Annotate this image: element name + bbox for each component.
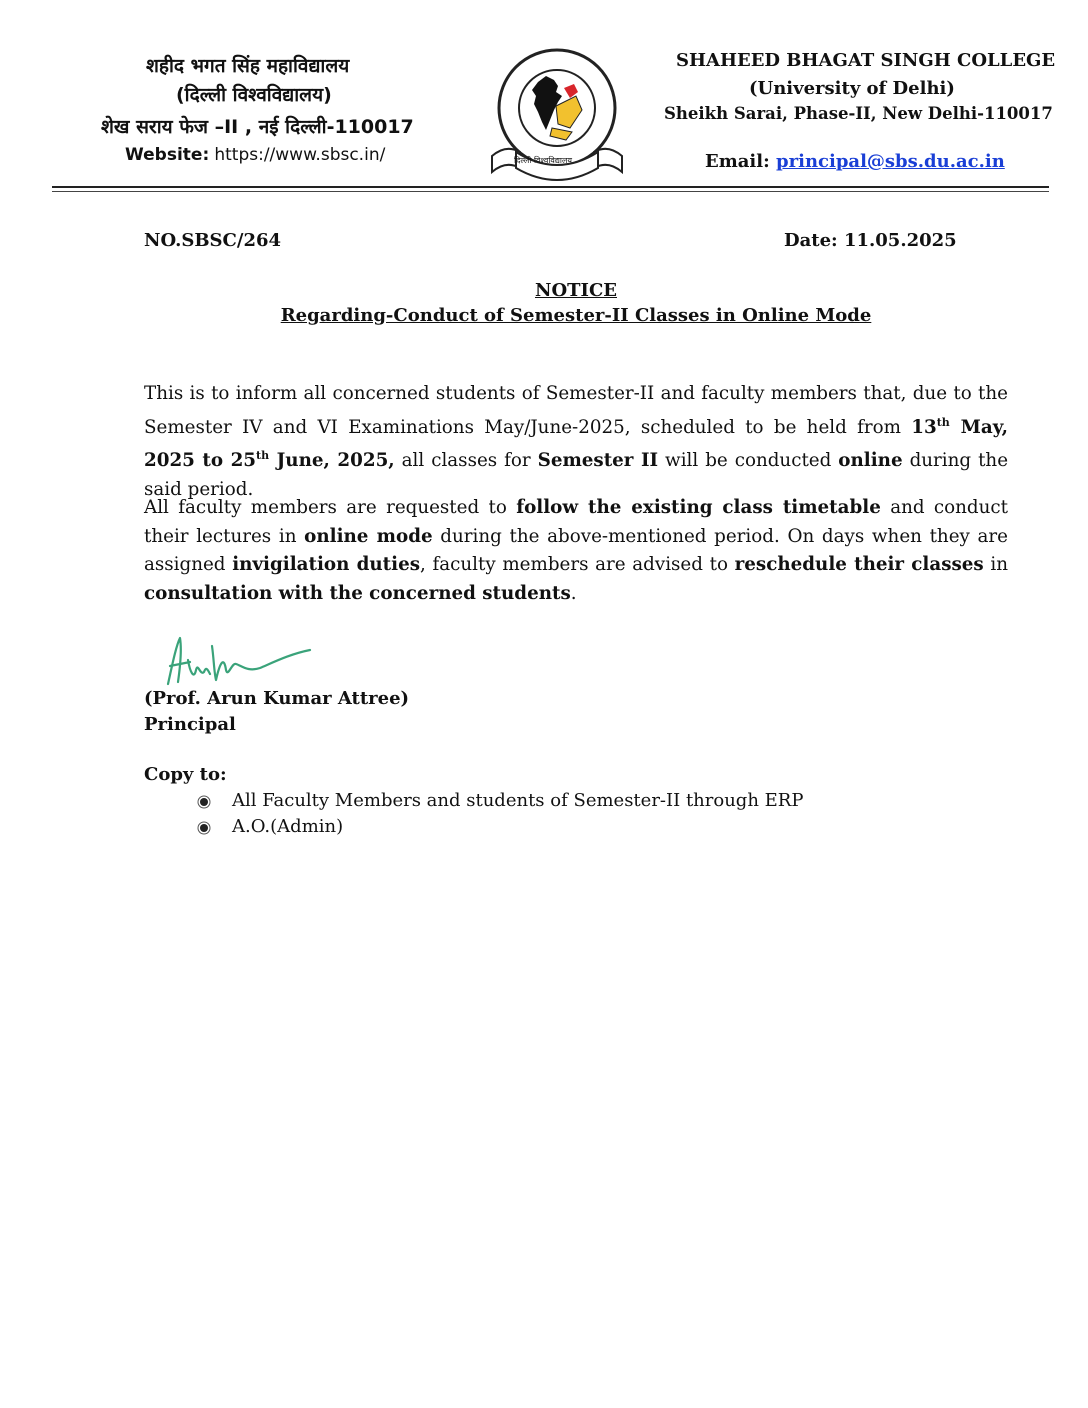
- para2-text-3: during the above-mentioned period. On days when they are assigned: [144, 525, 1008, 576]
- para2-text-4: , faculty members are advised to: [420, 554, 735, 576]
- para1-date-start-day: 13: [911, 416, 937, 438]
- para2-bold-5: consultation with the concerned students: [144, 582, 571, 604]
- para1-date-start-sup: th: [936, 415, 950, 429]
- english-university: (University of Delhi): [749, 78, 955, 99]
- signature: [150, 632, 320, 690]
- reference-number: NO.SBSC/264: [144, 230, 282, 251]
- para1-text-2: all classes for: [394, 450, 538, 472]
- notice-date: Date: 11.05.2025: [784, 230, 957, 251]
- para2-bold-4: reschedule their classes: [734, 554, 984, 576]
- copy-to-label: Copy to:: [144, 764, 227, 785]
- signatory-name: (Prof. Arun Kumar Attree): [144, 688, 410, 709]
- notice-paragraph-2: [144, 494, 1008, 608]
- hindi-university: (दिल्ली विश्वविद्यालय): [176, 84, 332, 106]
- bullet-icon: [200, 824, 208, 832]
- website-url[interactable]: https://www.sbsc.in/: [214, 145, 386, 165]
- para1-date-end: June, 2025,: [269, 450, 395, 472]
- header-divider-thin: [52, 191, 1049, 192]
- english-address: Sheikh Sarai, Phase-II, New Delhi-110017: [664, 104, 1053, 123]
- bullet-icon: [200, 798, 208, 806]
- para2-text-1: All faculty members are requested to: [144, 497, 517, 518]
- notice-subject: Regarding-Conduct of Semester-II Classes in Online Mode: [280, 305, 872, 326]
- para1-text-4: during the said period.: [144, 450, 1009, 500]
- handwritten-signature-icon: [150, 632, 320, 690]
- signatory-designation: Principal: [144, 714, 236, 735]
- hindi-college-name: शहीद भगत सिंह महाविद्यालय: [146, 55, 350, 77]
- notice-heading: NOTICE: [535, 280, 617, 301]
- para1-online: online: [838, 450, 903, 472]
- para2-bold-1: follow the existing class timetable: [516, 497, 881, 518]
- copy-to-item-text: All Faculty Members and students of Semester-II through ERP: [232, 790, 804, 811]
- hindi-address: शेख सराय फेज –II , नई दिल्ली-110017: [101, 116, 414, 138]
- para1-semester: Semester II: [537, 450, 659, 472]
- english-college-name: SHAHEED BHAGAT SINGH COLLEGE: [676, 50, 1056, 71]
- email-label: Email:: [705, 151, 770, 172]
- email-link[interactable]: principal@sbs.du.ac.in: [776, 151, 1005, 172]
- list-item: [144, 788, 803, 814]
- para2-text-6: .: [570, 582, 577, 604]
- list-item: [144, 814, 803, 840]
- copy-to-item-text: A.O.(Admin): [232, 816, 344, 837]
- copy-to-list: [144, 788, 803, 840]
- para2-bold-2: online mode: [304, 525, 433, 547]
- para1-text-3: will be conducted: [658, 450, 839, 472]
- website-line: [125, 145, 385, 165]
- header-divider: [52, 186, 1049, 188]
- para1-date-mid: May, 2025 to 25: [144, 416, 1008, 472]
- logo-ribbon-text: दिल्ली विश्वविद्यालय: [514, 156, 573, 165]
- email-line: [705, 151, 1005, 172]
- para2-text-5: in: [983, 554, 1009, 576]
- website-label: Website:: [125, 145, 210, 165]
- para1-date-end-sup: th: [256, 449, 270, 463]
- notice-paragraph-1: [144, 380, 1008, 505]
- para2-bold-3: invigilation duties: [232, 554, 420, 576]
- para2-text-2: and conduct their lectures in: [144, 497, 1008, 547]
- para1-text-1: This is to inform all concerned students of Semester-II and faculty members that, due to the Semester IV and VI Examinations May/June-2025, scheduled to be held from: [144, 383, 1008, 438]
